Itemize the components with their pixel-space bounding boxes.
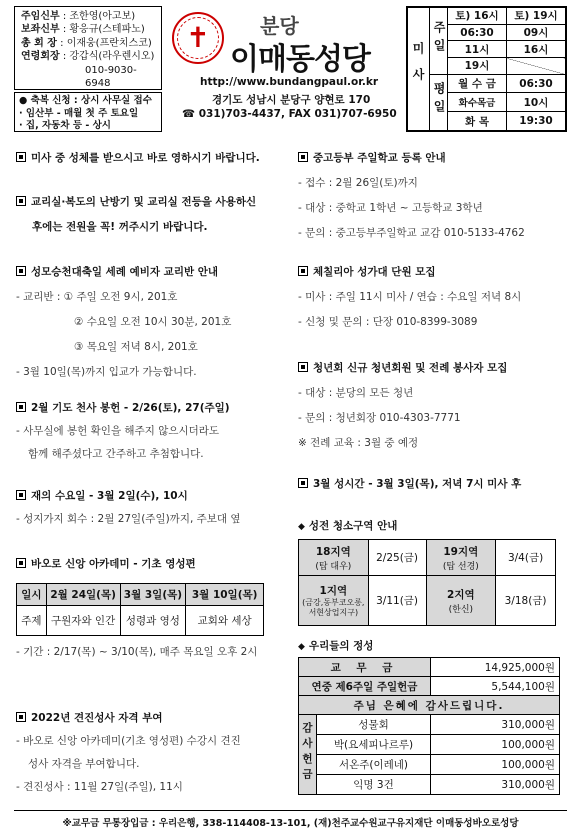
parish-address: 경기도 성남시 분당구 양현로 170 [212,94,371,106]
checkbox-icon [16,712,26,722]
checkbox-icon [16,558,26,568]
offering-section: ◆ 우리들의 정성 교 무 금 14,925,000원 연중 제6주일 주일헌금 5,544,100원 주님 은혜에 감사드립니다. 감사헌금 성물회 310,000원 박(요세피나르루) 100,000원 서온주(이레네) 100,000원 익명 3건 310,000원 [298,638,560,795]
checkbox-icon [298,362,308,372]
mass-time: 토) 19시 [507,8,566,25]
mass-day: 화 목 [448,112,507,131]
staff-row: 보좌신부 : 황응규(스테파노) [21,24,145,36]
notice-communion: 미사 중 성체를 받으시고 바로 영하시기 바랍니다. [16,150,260,165]
parish-phone: ☎ 031)703-4437, FAX 031)707-6950 [182,108,397,120]
notice-heating: 교리실·복도의 난방기 및 교리실 전등을 사용하신 후에는 전원을 꼭! 꺼주시기 바랍니다. [16,194,256,234]
bank-footer: ※교무금 무통장입금 : 우리은행, 338-114408-13-101, (재)천주교수원교구유지재단 이매동성바오로성당 [14,810,567,830]
notice-confirmation: 2022년 견진성사 자격 부여 - 바오로 신앙 아카데미(기초 영성편) 수강시 견진 성사 자격을 부여합니다. - 견진성사 : 11월 27일(주일), 11시 [16,712,241,793]
mass-time-empty [507,58,566,75]
notice-youth-school: 중고등부 주일학교 등록 안내 - 접수 : 2월 26일(토)까지 - 대상 : 중학교 1학년 ~ 고등학교 3학년 - 문의 : 중고등부주일학교 교감 010-5133-4762 [298,152,525,239]
checkbox-icon [16,402,26,412]
sunday-label: 주일 [430,8,448,75]
mass-day: 화수목금 [448,93,507,112]
mass-time: 09시 [507,24,566,41]
diamond-icon: ◆ [298,522,305,532]
mass-time: 19시 [448,58,507,75]
mass-time: 06:30 [448,24,507,41]
notice-prayer-angel: 2월 기도 천사 봉헌 - 2/26(토), 27(주일) - 사무실에 봉헌 확인을 해주지 않으시더라도 함께 해주셨다고 간주하고 추첨합니다. [16,402,230,460]
cleaning-table: 18지역 (탑 대우) 2/25(금) 19지역 (탑 선경) 3/4(금) 1지역 (금강,동부코오롱, 서현상업지구) 3/11(금) 2지역 (한신) 3/18(금) [298,539,556,626]
mass-day: 월 수 금 [448,74,507,93]
diamond-icon: ◆ [298,642,305,652]
staff-row: 주임신부 : 조한영(아고보) [21,11,136,22]
mass-label: 미사 [408,8,430,131]
weekday-label: 평일 [430,74,448,130]
offering-table: 교 무 금 14,925,000원 연중 제6주일 주일헌금 5,544,100원 주님 은혜에 감사드립니다. 감사헌금 성물회 310,000원 박(요세피나르루) 100,000원 서온주(이레네) 100,000원 익명 3건 310,000원 [298,657,560,795]
notice-holy-hour: 3월 성시간 - 3월 3일(목), 저녁 7시 미사 후 [298,476,521,491]
bulletin-header [14,6,567,132]
staff-box [14,6,162,90]
cleaning-section: ◆ 성전 청소구역 안내 18지역 (탑 대우) 2/25(금) 19지역 (탑 선경) 3/4(금) 1지역 (금강,동부코오롱, 서현상업지구) 3/11(금) 2지역 (한신) 3/18(금) [298,518,556,626]
notice-ash-wednesday: 재의 수요일 - 3월 2일(수), 10시 - 성지가지 회수 : 2월 27일(주일)까지, 주보대 옆 [16,490,241,525]
mass-time: 06:30 [507,74,566,93]
staff-phone: 010-9030-6948 [85,64,137,90]
checkbox-icon [298,478,308,488]
checkbox-icon [16,266,26,276]
notice-youth-group: 청년회 신규 청년회원 및 전례 봉사자 모집 - 대상 : 분당의 모든 청년 - 문의 : 청년회장 010-4303-7771 ※ 전례 교육 : 3월 중 예정 [298,362,508,449]
mass-time: 토) 16시 [448,8,507,25]
notice-choir: 체칠리아 성가대 단원 모집 - 미사 : 주일 11시 미사 / 연습 : 수요일 저녁 8시 - 신청 및 문의 : 단장 010-8399-3089 [298,266,522,328]
notice-catechism: 성모승천대축일 세례 예비자 교리반 안내 - 교리반 : ① 주일 오전 9시, 201호 ② 수요일 오전 10시 30분, 201호 ③ 목요일 저녁 8시, 201호 - 3월 10일(목)까지 입교가 가능합니다. [16,266,232,378]
staff-row: 총 회 장 : 이재웅(프란치스코) [21,37,152,49]
parish-name: 이매동성당 [230,42,370,77]
checkbox-icon [298,266,308,276]
mass-time: 11시 [448,41,507,58]
academy-table: 일시 2월 24일(목) 3월 3일(목) 3월 10일(목) 주제 구원자와 인간 성령과 영성 교회와 세상 [16,583,264,636]
parish-name-small: 분당 [260,14,299,38]
blessing-notice: ● 축복 신청 : 상시 사무실 접수 · 임산부 - 매월 첫 주 토요일 · 집, 자동차 등 - 상시 [14,92,162,132]
mass-time: 16시 [507,41,566,58]
mass-schedule [406,6,567,132]
parish-title [164,6,404,132]
checkbox-icon [16,490,26,500]
church-logo-icon: ✝ [172,12,224,64]
staff-row: 연령회장 : 강갑식(라우렌시오) [21,51,155,63]
parish-url[interactable]: http://www.bundangpaul.or.kr [200,76,379,88]
checkbox-icon [298,152,308,162]
mass-time: 10시 [507,93,566,112]
notice-academy: 바오로 신앙 아카데미 - 기초 영성편 일시 2월 24일(목) 3월 3일(목) 3월 10일(목) 주제 구원자와 인간 성령과 영성 교회와 세상 - 기간 : 2/17(목) ~ 3/10(목), 매주 목요일 오후 2시 [16,556,264,659]
mass-time: 19:30 [507,112,566,131]
checkbox-icon [16,152,26,162]
checkbox-icon [16,196,26,206]
